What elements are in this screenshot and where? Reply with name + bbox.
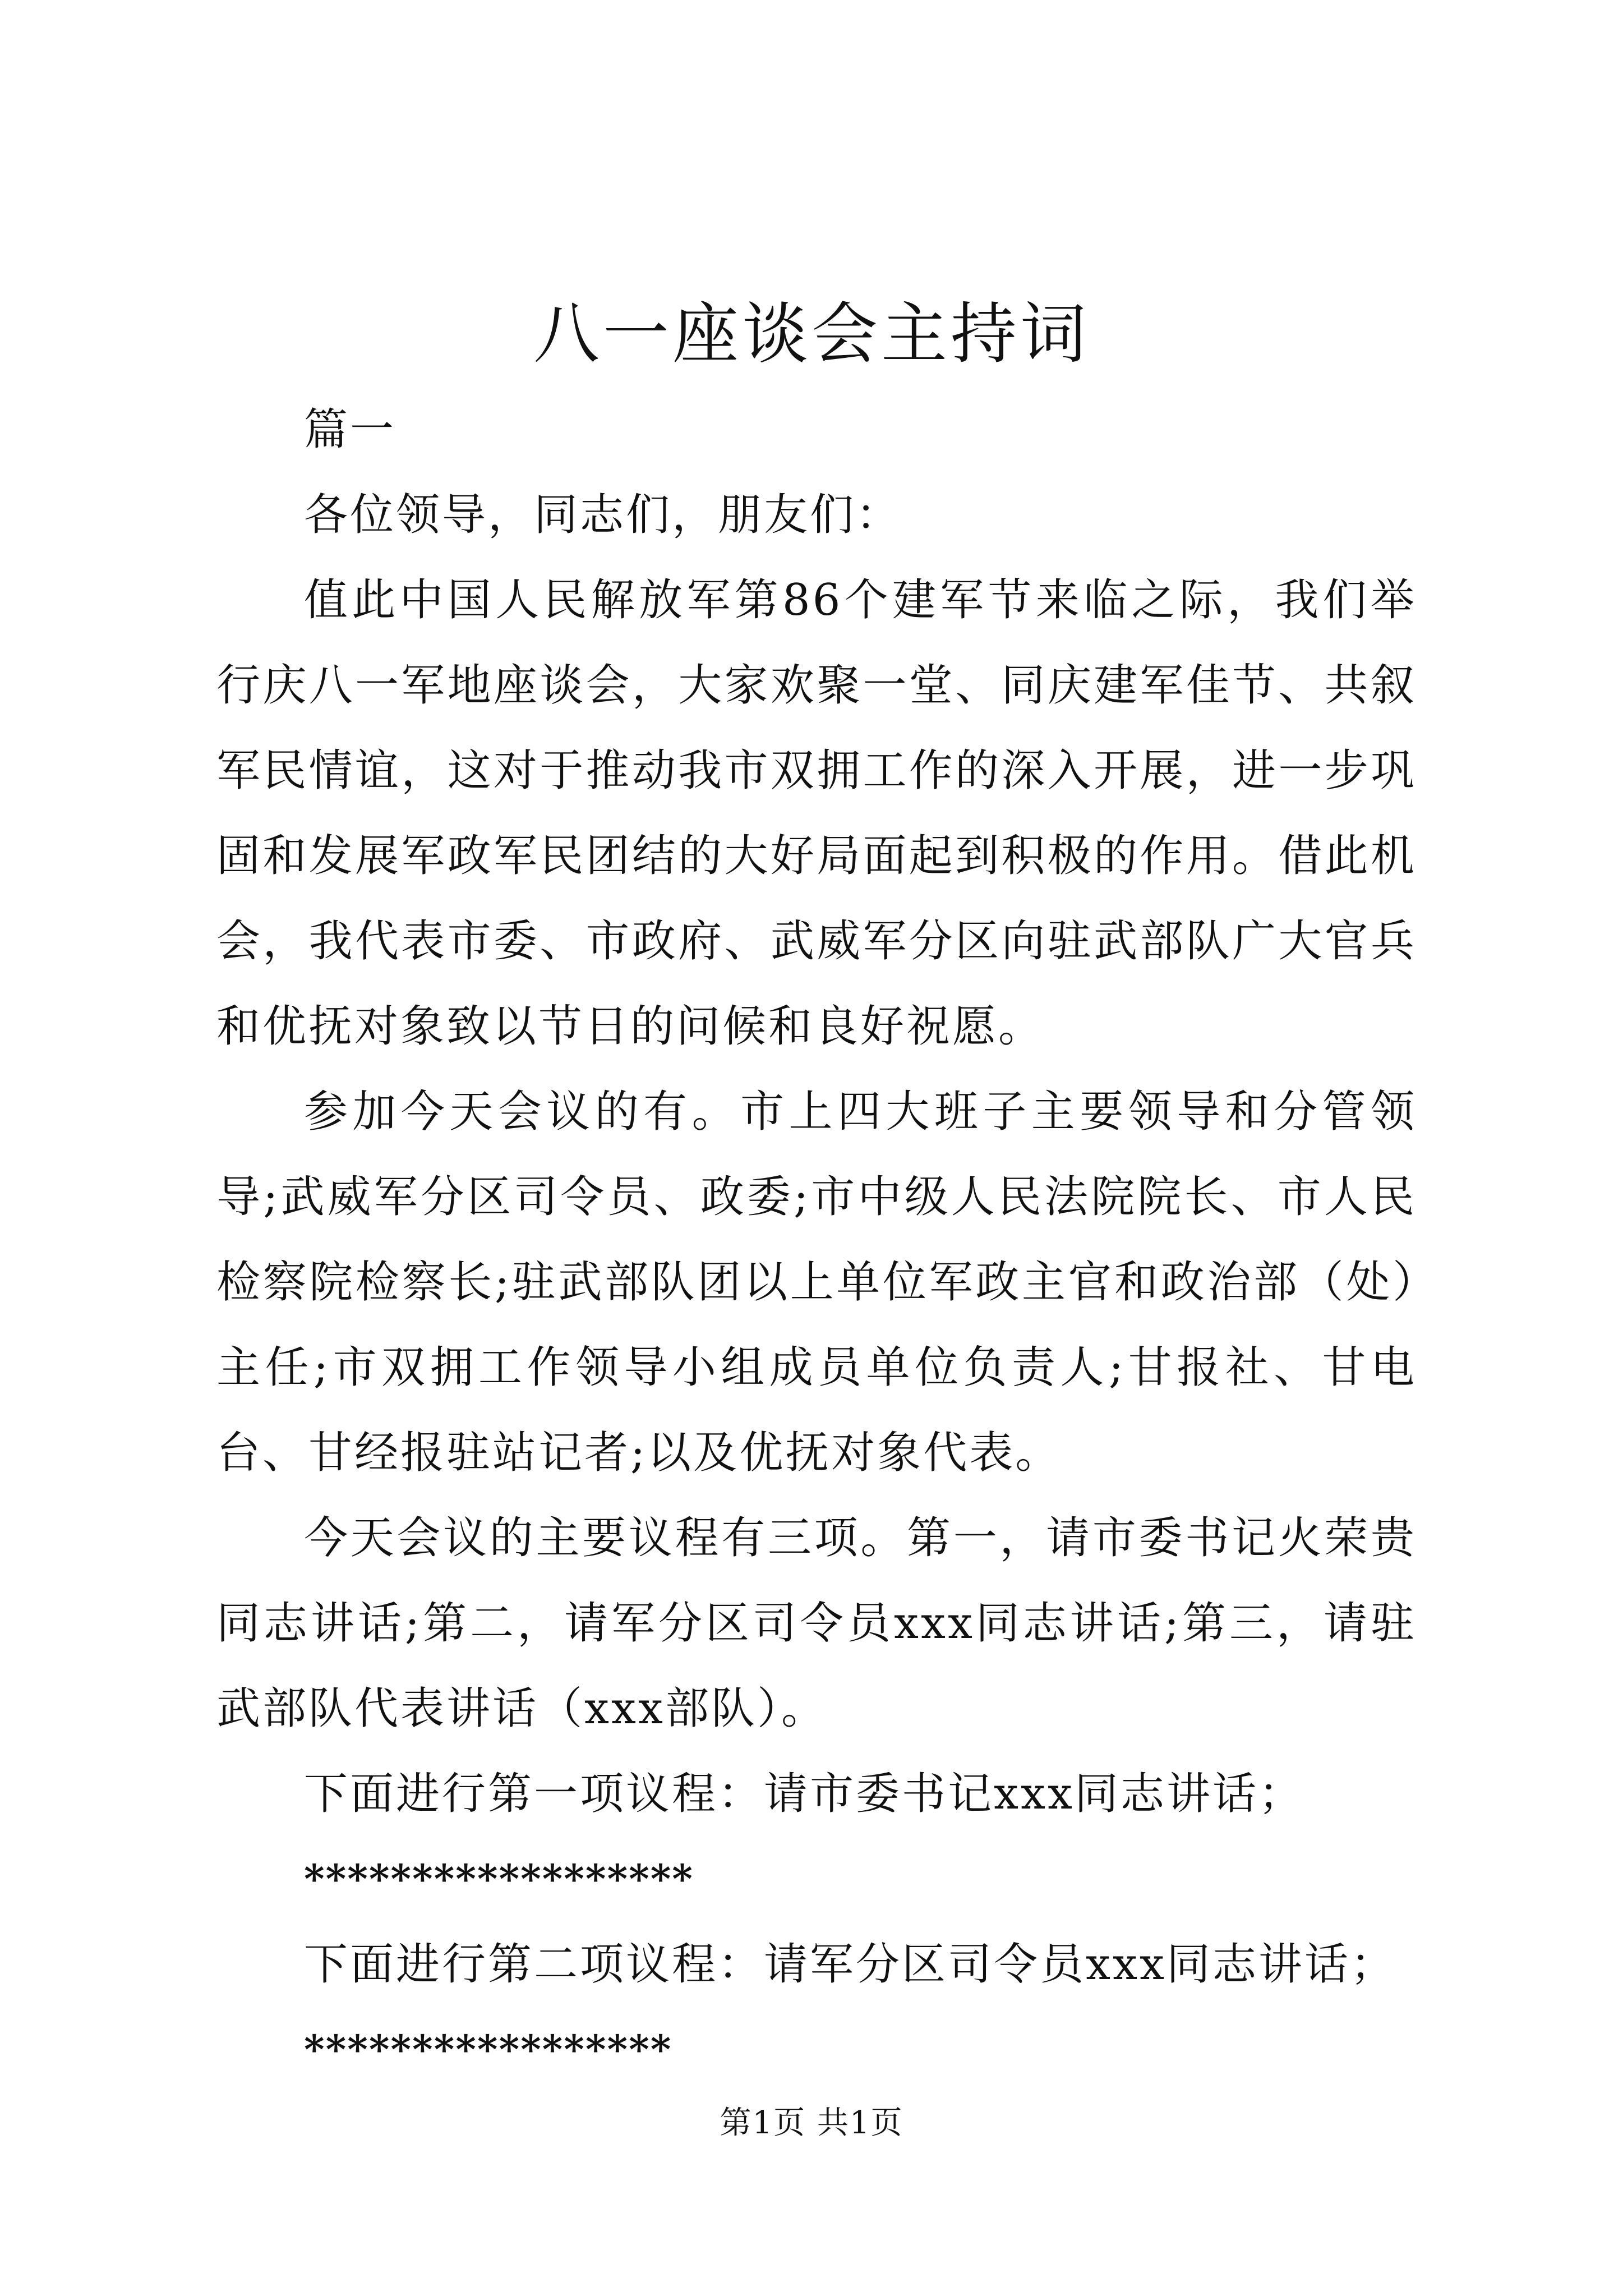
separator-stars-two: *****************: [304, 2026, 672, 2073]
document-body: [216, 387, 1417, 2092]
agenda-item-one: 下面进行第一项议程：请市委书记xxx同志讲话；: [304, 1769, 1304, 1819]
greeting-paragraph: 各位领导，同志们，朋友们：: [304, 490, 902, 540]
page-number-footer: 第1页 共1页: [720, 2105, 903, 2141]
attendees-paragraph: 参加今天会议的有。市上四大班子主要领导和分管领导;武威军分区司令员、政委;市中级人民法院院长、市人民检察院检察长;驻武部队团以上单位军政主官和政治部（处）主任;市双拥工作领导小组成员单位负责人;甘报社、甘电台、甘经报驻站记者;以及优抚对象代表。: [216, 1087, 1417, 1478]
opening-paragraph: 值此中国人民解放军第86个建军节来临之际，我们举行庆八一军地座谈会，大家欢聚一堂、同庆建军佳节、共叙军民情谊，这对于推动我市双拥工作的深入开展，进一步巩固和发展军政军民团结的大好局面起到积极的作用。借此机会，我代表市委、市政府、武威军分区向驻武部队广大官兵和优抚对象致以节日的问候和良好祝愿。: [216, 575, 1417, 1052]
agenda-paragraph: 今天会议的主要议程有三项。第一，请市委书记火荣贵同志讲话;第二，请军分区司令员xxx同志讲话;第三，请驻武部队代表讲话（xxx部队）。: [216, 1513, 1417, 1734]
section-label: 篇一: [304, 404, 396, 455]
agenda-item-two: 下面进行第二项议程：请军分区司令员xxx同志讲话；: [304, 1939, 1396, 1990]
document-title: 八一座谈会主持词: [533, 295, 1090, 372]
separator-stars-one: ******************: [304, 1856, 694, 1902]
